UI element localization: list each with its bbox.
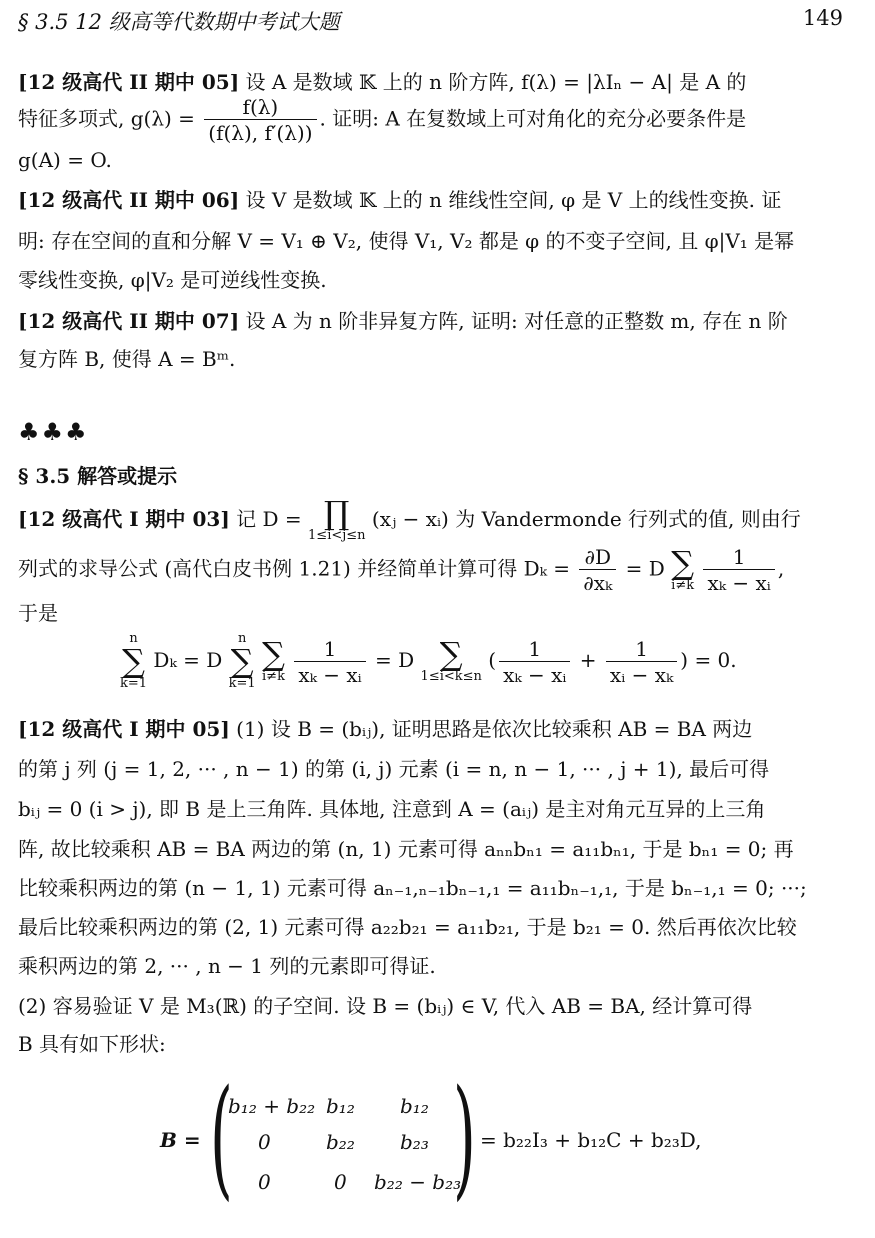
matrix-cell-r3c1: 0 xyxy=(258,1170,271,1194)
a03-text1b: (xⱼ − xᵢ) 为 Vandermonde 行列式的值, 则由行 xyxy=(371,507,801,531)
a03-line1 xyxy=(18,494,801,543)
eq-dk: Dₖ = D xyxy=(153,648,223,672)
a03-deriv-den: ∂xₖ xyxy=(583,571,613,595)
eq-frac2-den: xₖ − xᵢ xyxy=(503,662,567,687)
a03-text1a: 记 D = xyxy=(229,507,302,531)
matrix-left-paren: ( xyxy=(210,1061,233,1213)
a05-text1: (1) 设 B = (bᵢⱼ), 证明思路是依次比较乘积 AB = BA 两边 xyxy=(229,717,753,741)
matrix-cell-r2c2: b₂₂ xyxy=(326,1130,355,1154)
a05-line2: 的第 j 列 (j = 1, 2, ··· , n − 1) 的第 (i, j) 元素 (i = n, n − 1, ··· , j + 1), 最后可得 xyxy=(18,757,770,781)
eq-sum4 xyxy=(420,635,482,684)
eq-sum1 xyxy=(120,632,147,691)
answers-heading: § 3.5 解答或提示 xyxy=(18,464,178,488)
a05-line8: (2) 容易验证 V 是 M₃(ℝ) 的子空间. 设 B = (bᵢⱼ) ∈ V, 代入 AB = BA, 经计算可得 xyxy=(18,994,753,1018)
eq-open-paren: ( xyxy=(488,648,497,672)
eq-frac3 xyxy=(606,638,677,686)
eq-plus: + xyxy=(579,648,597,672)
p05-line1 xyxy=(18,70,746,94)
p05-fraction xyxy=(204,96,316,144)
p05-line2 xyxy=(18,96,746,144)
a05-line9: B 具有如下形状: xyxy=(18,1032,166,1056)
eq-end: ) = 0. xyxy=(680,648,737,672)
a03-line3: 于是 xyxy=(18,601,58,625)
eq-frac3-den: xᵢ − xₖ xyxy=(609,662,674,687)
matrix-cell-r2c3: b₂₃ xyxy=(400,1130,429,1154)
matrix-lhs: B = xyxy=(160,1128,201,1152)
eq-frac1-den: xₖ − xᵢ xyxy=(298,662,362,687)
p07-line1 xyxy=(18,309,788,333)
eq-sum3-lower: i≠k xyxy=(262,669,285,684)
a03-deriv-num: ∂D xyxy=(579,546,616,570)
p07-line2: 复方阵 B, 使得 A = Bᵐ. xyxy=(18,347,236,371)
p05-text2a: 特征多项式, g(λ) = xyxy=(18,106,195,131)
matrix-equation xyxy=(160,1061,860,1213)
eq-sum1-symbol: ∑ xyxy=(122,642,145,680)
a05-line6: 最后比较乘积两边的第 (2, 1) 元素可得 a₂₂b₂₁ = a₁₁b₂₁, 于是 b₂₁ = 0. 然后再依次比较 xyxy=(18,915,797,939)
p06-text1: 设 V 是数域 𝕂 上的 n 维线性空间, φ 是 V 上的线性变换. 证 xyxy=(239,188,782,212)
eq-sum2-lower: k=1 xyxy=(228,676,256,691)
matrix-right-paren: ) xyxy=(453,1061,476,1213)
a05-label: [12 级高代 I 期中 05] xyxy=(18,717,230,741)
p05-frac-num: f(λ) xyxy=(204,96,316,120)
eq-sum3 xyxy=(262,635,285,684)
matrix-rhs: = b₂₂I₃ + b₁₂C + b₂₃D, xyxy=(480,1128,702,1152)
a05-line7: 乘积两边的第 2, ··· , n − 1 列的元素即可得证. xyxy=(18,954,436,978)
p05-text1: 设 A 是数域 𝕂 上的 n 阶方阵, f(λ) = |λIₙ − A| 是 A 的 xyxy=(239,70,747,94)
p06-line3: 零线性变换, φ|V₂ 是可逆线性变换. xyxy=(18,268,327,292)
matrix-cell-r1c3: b₁₂ xyxy=(400,1094,429,1118)
running-header xyxy=(18,6,843,38)
a03-display-equation xyxy=(120,632,737,691)
eq-sum2 xyxy=(229,632,256,691)
a03-recip-den: xₖ − xᵢ xyxy=(707,571,771,595)
a05-line1 xyxy=(18,717,752,741)
matrix-cell-r3c2: 0 xyxy=(334,1170,347,1194)
a03-text2a: 列式的求导公式 (高代白皮书例 1.21) 并经简单计算可得 Dₖ = xyxy=(18,556,571,581)
eq-sum1-lower: k=1 xyxy=(120,676,148,691)
sum-limits: i≠k xyxy=(671,577,695,593)
p05-frac-den: (f(λ), f′(λ)) xyxy=(208,121,313,145)
matrix-cell-r1c2: b₁₂ xyxy=(326,1094,355,1118)
eq-frac2 xyxy=(499,638,570,686)
a03-recip-num: 1 xyxy=(703,546,774,570)
eq-frac3-num: 1 xyxy=(606,638,677,662)
p05-text2b: . 证明: A 在复数域上可对角化的充分必要条件是 xyxy=(319,106,747,131)
eq-sum4-lower: 1≤i<k≤n xyxy=(420,669,482,684)
a05-line3: bᵢⱼ = 0 (i > j), 即 B 是上三角阵. 具体地, 注意到 A = (aᵢⱼ) 是主对角元互异的上三角 xyxy=(18,797,766,821)
eq-frac1 xyxy=(294,638,365,686)
eq-sum2-upper: n xyxy=(237,631,247,646)
a03-label: [12 级高代 I 期中 03] xyxy=(18,507,230,531)
eq-frac1-num: 1 xyxy=(294,638,365,662)
a03-text2c: , xyxy=(777,556,785,581)
matrix-cell-r2c1: 0 xyxy=(258,1130,271,1154)
eq-sum1-upper: n xyxy=(129,631,138,646)
clubs-divider: ♣♣♣ xyxy=(18,418,89,446)
a03-deriv-fraction xyxy=(579,546,616,594)
eq-sum4-symbol: ∑ xyxy=(439,635,463,673)
a05-line4: 阵, 故比较乘积 AB = BA 两边的第 (n, 1) 元素可得 aₙₙbₙ₁ = a₁₁bₙ₁, 于是 bₙ₁ = 0; 再 xyxy=(18,837,794,861)
matrix-cell-r3c3: b₂₂ − b₂₃ xyxy=(374,1170,462,1194)
eq-frac2-num: 1 xyxy=(499,638,570,662)
p05-line3: g(A) = O. xyxy=(18,148,112,172)
a03-recip-fraction xyxy=(703,546,774,594)
p06-line2: 明: 存在空间的直和分解 V = V₁ ⊕ V₂, 使得 V₁, V₂ 都是 φ 的不变子空间, 且 φ|V₁ 是幂 xyxy=(18,229,795,253)
eq-equals-d: = D xyxy=(375,648,415,672)
p06-line1 xyxy=(18,188,781,212)
product-operator xyxy=(308,494,366,543)
matrix-cell-r1c1: b₁₂ + b₂₂ xyxy=(228,1094,316,1118)
p05-label: [12 级高代 II 期中 05] xyxy=(18,70,240,94)
sum-operator xyxy=(671,543,695,593)
eq-sum2-symbol: ∑ xyxy=(230,642,254,680)
sum-symbol: ∑ xyxy=(671,543,695,582)
page-number: 149 xyxy=(802,6,843,30)
product-symbol: ∏ xyxy=(324,494,350,532)
p07-label: [12 级高代 II 期中 07] xyxy=(18,309,240,333)
a03-line2 xyxy=(18,543,785,595)
section-title: § 3.5 12 级高等代数期中考试大题 xyxy=(18,10,340,34)
p06-label: [12 级高代 II 期中 06] xyxy=(18,188,240,212)
a05-line5: 比较乘积两边的第 (n − 1, 1) 元素可得 aₙ₋₁,ₙ₋₁bₙ₋₁,₁ = a₁₁bₙ₋₁,₁, 于是 bₙ₋₁,₁ = 0; ···; xyxy=(18,876,807,900)
a03-text2b: = D xyxy=(625,556,665,581)
eq-sum3-symbol: ∑ xyxy=(262,635,285,673)
product-limits: 1≤i<j≤n xyxy=(308,528,366,543)
p07-text1: 设 A 为 n 阶非异复方阵, 证明: 对任意的正整数 m, 存在 n 阶 xyxy=(239,309,788,333)
